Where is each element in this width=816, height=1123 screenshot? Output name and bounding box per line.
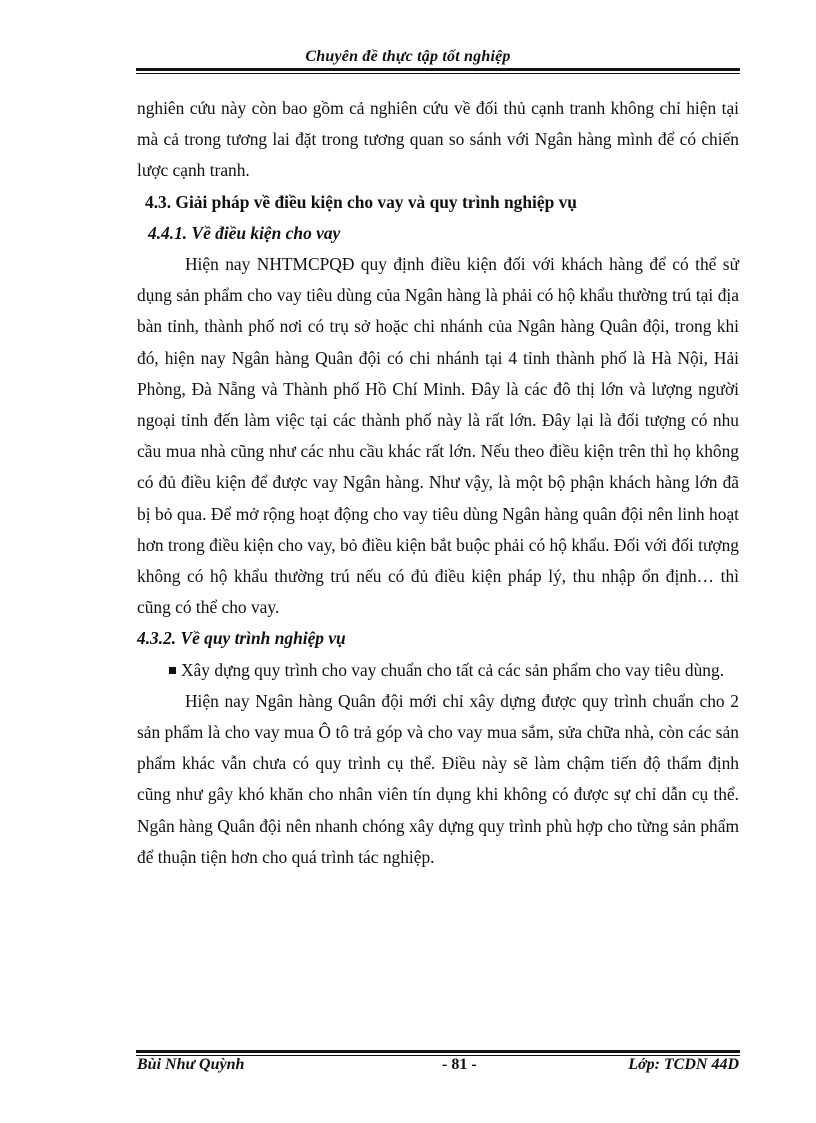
intro-paragraph: nghiên cứu này còn bao gồm cả nghiên cứu về đối thủ cạnh tranh không chỉ hiện tại mà cả trong tương lai đặt trong tương quan so sánh với Ngân hàng mình để có chiến lược cạnh tranh. <box>137 98 739 181</box>
footer-page-number: - 81 - <box>442 1056 477 1073</box>
paragraph-process: Hiện nay Ngân hàng Quân đội mới chỉ xây dựng được quy trình chuẩn cho 2 sản phẩm là cho vay mua Ô tô trả góp và cho vay mua sắm, sửa chữa nhà, còn các sản phẩm khác vẫn chưa có quy trình cụ thể. Điều này sẽ làm chậm tiến độ thẩm định cũng như gây khó khăn cho nhân viên tín dụng khi không có được sự chỉ dẫn cụ thể. Ngân hàng Quân đội nên nhanh chóng xây dựng quy trình phù hợp cho từng sản phẩm để thuận tiện hơn cho quá trình tác nghiệp. <box>137 690 739 867</box>
footer-author: Bùi Như Quỳnh <box>137 1056 245 1073</box>
bullet-item <box>137 655 739 686</box>
page-body <box>137 93 739 873</box>
footer-class: Lớp: TCDN 44D <box>628 1056 739 1073</box>
subsection-number: 4.3.2 <box>137 628 172 649</box>
subsection-heading-4-3-2 <box>137 623 739 654</box>
header-rule-thin <box>136 73 740 74</box>
page-footer <box>137 1056 739 1078</box>
bullet-text: Xây dựng quy trình cho vay chuẩn cho tất cả các sản phẩm cho vay tiêu dùng. <box>181 659 725 680</box>
subsection-heading-4-4-1: 4.4.1. Về điều kiện cho vay <box>148 222 341 243</box>
header-rule-thick <box>136 68 740 71</box>
footer-rule-thick <box>136 1050 740 1053</box>
paragraph-loan-conditions: Hiện nay NHTMCPQĐ quy định điều kiện đối với khách hàng để có thể sử dụng sản phẩm cho vay tiêu dùng của Ngân hàng là phải có hộ khẩu thường trú tại địa bàn tỉnh, thành phố nơi có trụ sở hoặc chi nhánh của Ngân hàng Quân đội, trong khi đó, hiện nay Ngân hàng Quân đội có chi nhánh tại 4 tỉnh thành phố là Hà Nội, Hải Phòng, Đà Nẵng và Thành phố Hồ Chí Minh. Đây là các đô thị lớn và lượng người ngoại tỉnh đến làm việc tại các thành phố này là rất lớn. Đây lại là đối tượng có nhu cầu mua nhà cũng như các nhu cầu khác rất lớn. Nếu theo điều kiện trên thì họ không có đủ điều kiện để được vay Ngân hàng. Như vậy, là một bộ phận khách hàng lớn đã bị bỏ qua. Để mở rộng hoạt động cho vay tiêu dùng Ngân hàng quân đội nên linh hoạt hơn trong điều kiện cho vay, bỏ điều kiện bắt buộc phải có hộ khẩu. Đối với đối tượng không có hộ khẩu thường trú nếu có đủ điều kiện pháp lý, thu nhập ổn định… thì cũng có thể cho vay. <box>137 254 739 618</box>
running-header-title: Chuyên đề thực tập tốt nghiệp <box>305 48 511 65</box>
subsection-title: . Về quy trình nghiệp vụ <box>171 628 346 649</box>
section-heading-4-3: 4.3. Giải pháp về điều kiện cho vay và quy trình nghiệp vụ <box>145 191 577 212</box>
square-bullet-icon <box>169 667 176 674</box>
